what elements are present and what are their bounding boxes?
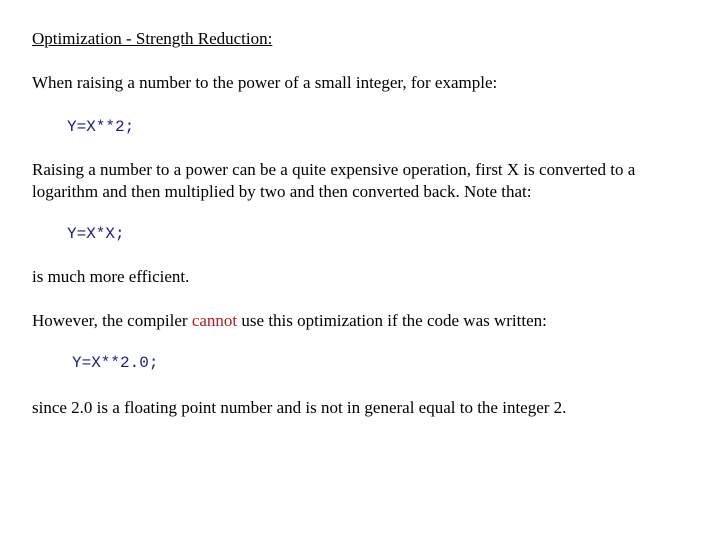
caveat-text-after: use this optimization if the code was written: bbox=[237, 311, 547, 330]
code-example-multiply: Y=X*X; bbox=[67, 225, 125, 243]
efficiency-note: is much more efficient. bbox=[32, 267, 190, 286]
code-example-float-power: Y=X**2.0; bbox=[72, 354, 159, 372]
caveat-paragraph bbox=[32, 310, 547, 332]
caveat-text-before: However, the compiler bbox=[32, 311, 192, 330]
intro-paragraph: When raising a number to the power of a small integer, for example: bbox=[32, 73, 498, 92]
slide-title: Optimization - Strength Reduction: bbox=[32, 29, 273, 48]
conclusion-paragraph: since 2.0 is a floating point number and is not in general equal to the integer 2. bbox=[32, 398, 567, 417]
caveat-emphasis: cannot bbox=[191, 311, 238, 330]
explanation-paragraph: Raising a number to a power can be a quite expensive operation, first X is converted to a logarithm and then multiplied by two and then converted back. Note that: bbox=[32, 160, 636, 201]
code-example-squared: Y=X**2; bbox=[67, 118, 135, 136]
